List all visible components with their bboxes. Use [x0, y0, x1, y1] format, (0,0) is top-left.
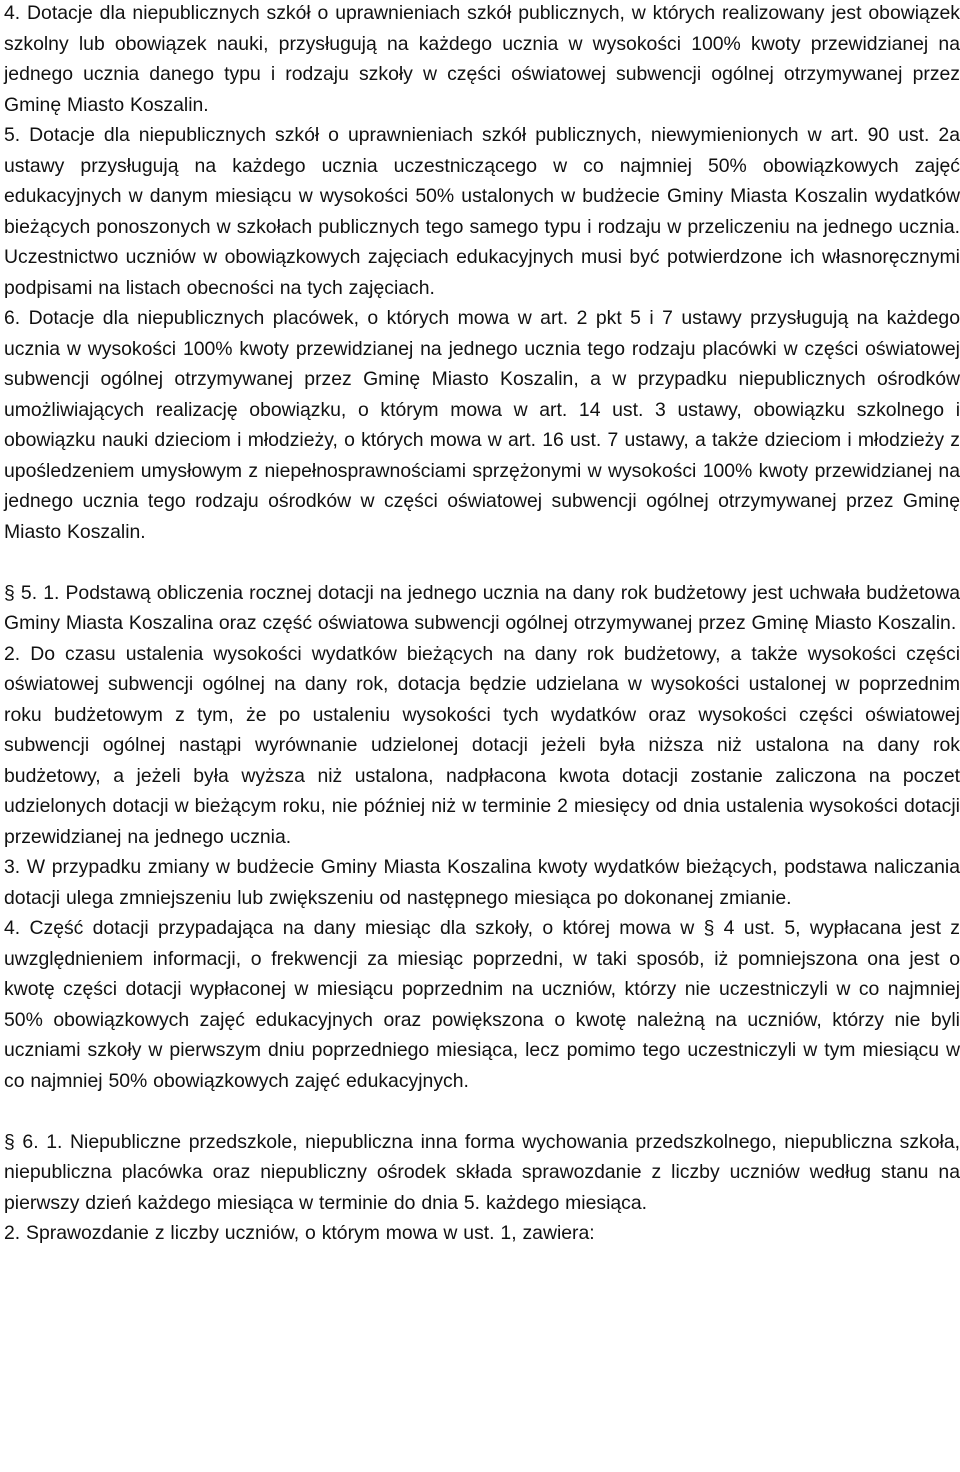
section-5-item-2: 2. Do czasu ustalenia wysokości wydatków bieżących na dany rok budżetowy, a także wysokości części oświatowej subwencji ogólnej na dany rok, dotacja będzie udzielana w wysokości ustalonej w poprzednim roku budżetowym z tym, że po ustaleniu wysokości tych wydatków oraz wysokości części oświatowej subwencji ogólnej nastąpi wyrównanie udzielonej dotacji jeżeli była niższa niż ustalona na dany rok budżetowy, a jeżeli była wyższa niż ustalona, nadpłacona kwota dotacji zostanie zaliczona na poczet udzielonych dotacji w bieżącym roku, nie później niż w terminie 2 miesięcy od dnia ustalenia wysokości dotacji przewidzianej na jednego ucznia.: [4, 642, 960, 848]
section-5-item-3: 3. W przypadku zmiany w budżecie Gminy Miasta Koszalina kwoty wydatków bieżących, podstawa naliczania dotacji ulega zmniejszeniu lub zwiększeniu od następnego miesiąca po dokonanej zmianie.: [4, 856, 960, 909]
paragraph-4: 4. Dotacje dla niepublicznych szkół o uprawnieniach szkół publicznych, w których realizowany jest obowiązek szkolny lub obowiązek nauki, przysługują na każdego ucznia w wysokości 100% kwoty przewidzianej na jednego ucznia danego typu i rodzaju szkoły w części oświatowej subwencji ogólnej otrzymywanej przez Gminę Miasto Koszalin.: [4, 2, 960, 116]
section-6-item-1: § 6. 1. Niepubliczne przedszkole, niepubliczna inna forma wychowania przedszkolnego, niepubliczna szkoła, niepubliczna placówka oraz niepubliczny ośrodek składa sprawozdanie z liczby uczniów według stanu na pierwszy dzień każdego miesiąca w terminie do dnia 5. każdego miesiąca.: [4, 1130, 960, 1214]
section-6-item-2: 2. Sprawozdanie z liczby uczniów, o którym mowa w ust. 1, zawiera:: [4, 1222, 595, 1244]
document-page: [4, 0, 960, 1249]
paragraph-6: 6. Dotacje dla niepublicznych placówek, o których mowa w art. 2 pkt 5 i 7 ustawy przysługują na każdego ucznia w wysokości 100% kwoty przewidzianej na jednego ucznia tego rodzaju placówki w części oświatowej subwencji ogólnej otrzymywanej przez Gminę Miasto Koszalin, a w przypadku niepublicznych ośrodków umożliwiających realizację obowiązku, o którym mowa w art. 14 ust. 3 ustawy, obowiązku szkolnego i obowiązku nauki dzieciom i młodzieży, o których mowa w art. 16 ust. 7 ustawy, a także dzieciom i młodzieży z upośledzeniem umysłowym z niepełnosprawnościami sprzężonymi w wysokości 100% kwoty przewidzianej na jednego ucznia tego rodzaju ośrodków w części oświatowej subwencji ogólnej otrzymywanej przez Gminę Miasto Koszalin.: [4, 307, 960, 543]
section-5-item-1: § 5. 1. Podstawą obliczenia rocznej dotacji na jednego ucznia na dany rok budżetowy jest uchwała budżetowa Gminy Miasta Koszalina oraz część oświatowa subwencji ogólnej otrzymywanej przez Gminę Miasto Koszalin.: [4, 581, 960, 634]
section-5-item-4: 4. Część dotacji przypadająca na dany miesiąc dla szkoły, o której mowa w § 4 ust. 5, wypłacana jest z uwzględnieniem informacji, o frekwencji za miesiąc poprzedni, w taki sposób, iż pomniejszona ona jest o kwotę części dotacji wypłaconej w miesiącu poprzednim na uczniów, którzy nie uczestniczyli w co najmniej 50% obowiązkowych zajęć edukacyjnych oraz powiększona o kwotę należną na uczniów, którzy nie byli uczniami szkoły w pierwszym dniu poprzedniego miesiąca, lecz pomimo tego uczestniczyli w tym miesiącu w co najmniej 50% obowiązkowych zajęć edukacyjnych.: [4, 917, 960, 1092]
paragraph-gap: [4, 547, 960, 578]
paragraph-gap: [4, 1096, 960, 1127]
paragraph-5: 5. Dotacje dla niepublicznych szkół o uprawnieniach szkół publicznych, niewymienionych w art. 90 ust. 2a ustawy przysługują na każdego ucznia uczestniczącego w co najmniej 50% obowiązkowych zajęć edukacyjnych w danym miesiącu w wysokości 50% ustalonych w budżecie Gminy Miasta Koszalin wydatków bieżących ponoszonych w szkołach publicznych tego samego typu i rodzaju w przeliczeniu na jednego ucznia. Uczestnictwo uczniów w obowiązkowych zajęciach edukacyjnych musi być potwierdzone ich własnoręcznymi podpisami na listach obecności na tych zajęciach.: [4, 124, 960, 299]
